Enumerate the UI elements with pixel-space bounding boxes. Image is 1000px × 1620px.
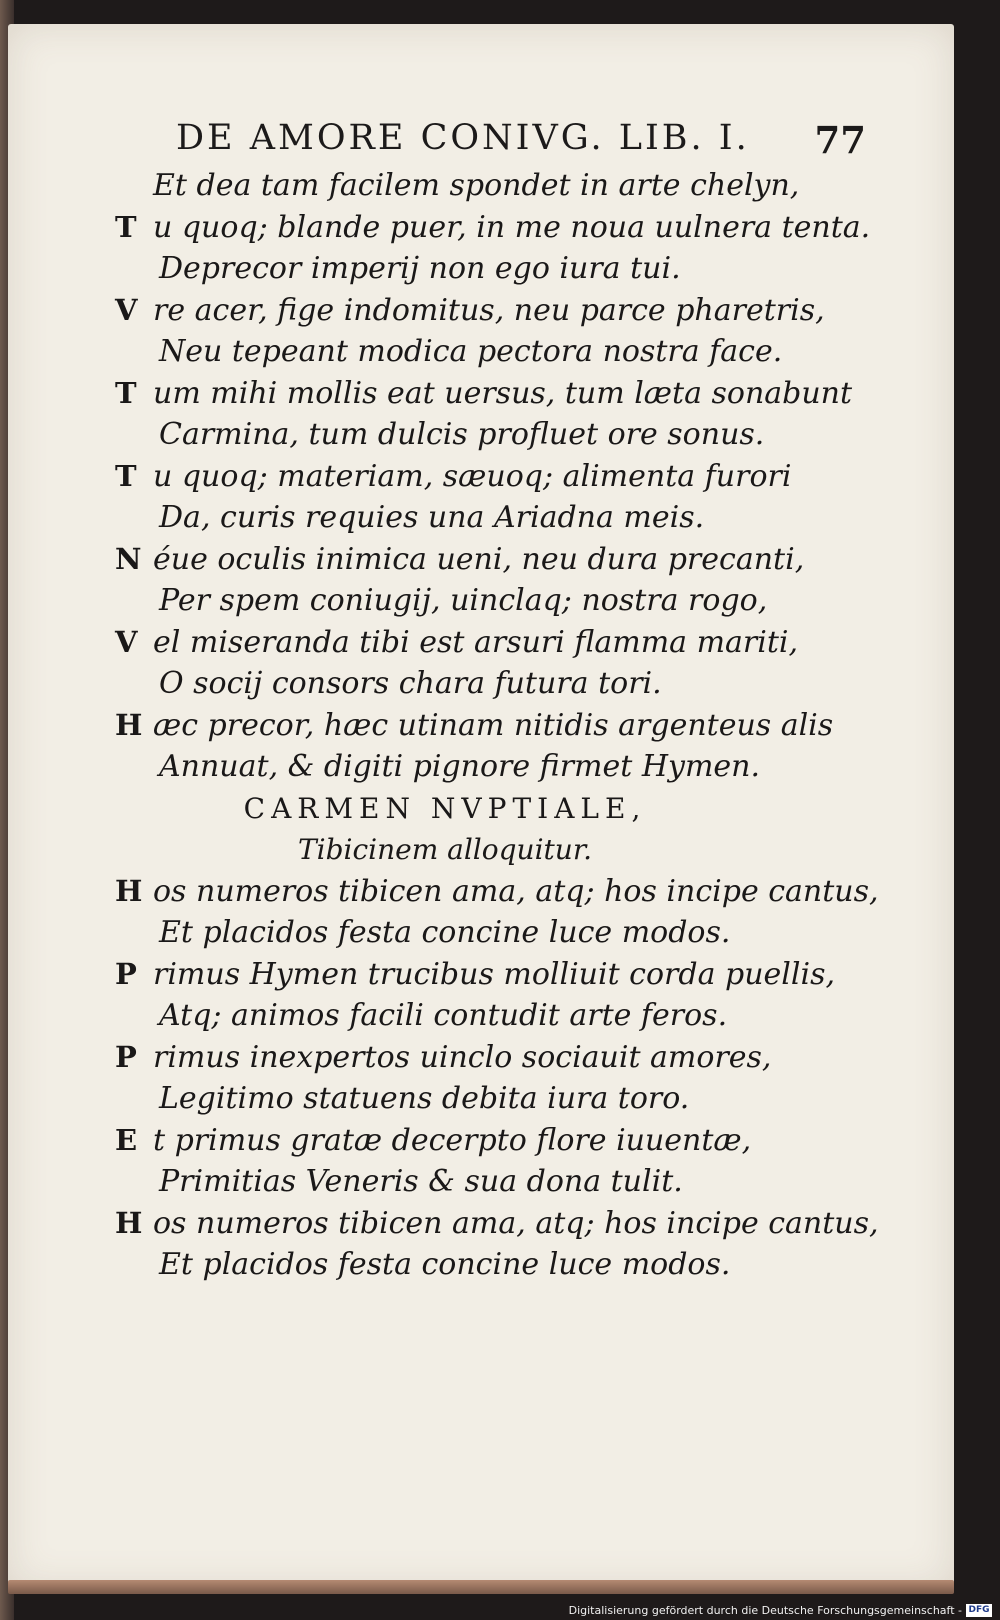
- verse-line: [115, 331, 815, 373]
- verse-line: [115, 1078, 815, 1120]
- page-edge: [8, 1580, 954, 1594]
- verse-text: Et dea tam facilem spondet in arte chelyn,: [153, 168, 800, 203]
- verse-line: [115, 539, 815, 581]
- verse-text: u quoq; materiam, sæuoq; alimenta furori: [153, 458, 792, 494]
- verse-text: éue oculis inimica ueni, neu dura precanti,: [153, 541, 805, 577]
- verse-text: O socij consors chara futura tori.: [159, 666, 662, 701]
- verse-text: Neu tepeant modica pectora nostra face.: [159, 334, 783, 369]
- verse-text: Legitimo statuens debita iura toro.: [159, 1081, 690, 1116]
- verse-line: [115, 1120, 815, 1162]
- verse-initial: N: [115, 541, 142, 576]
- verse-line: [115, 290, 825, 332]
- poem-title: CARMEN NVPTIALE,: [243, 791, 647, 825]
- verse-line: [115, 871, 879, 913]
- verse-text: Annuat, & digiti pignore firmet Hymen.: [159, 749, 760, 784]
- verse-text: t primus gratæ decerpto flore iuuentæ,: [153, 1122, 752, 1158]
- verse-line: [115, 1244, 815, 1286]
- poem-part-1: [115, 165, 871, 788]
- verse-initial: P: [115, 956, 137, 991]
- page-number: 77: [814, 118, 866, 162]
- verse-text: re acer, fige indomitus, neu parce pharetris,: [153, 292, 825, 328]
- verse-text: Et placidos festa concine luce modos.: [159, 915, 731, 950]
- verse-line: [115, 622, 815, 664]
- verse-text: Atq; animos facili contudit arte feros.: [159, 998, 728, 1033]
- verse-line: [115, 373, 853, 415]
- verse-text: os numeros tibicen ama, atq; hos incipe cantus,: [153, 1205, 879, 1241]
- verse-text: rimus Hymen trucibus molliuit corda puellis,: [153, 956, 836, 992]
- verse-line: [115, 746, 815, 788]
- verse-text: Deprecor imperij non ego iura tui.: [159, 251, 681, 286]
- page-header: [176, 118, 866, 162]
- dfg-logo: DFG: [966, 1604, 992, 1617]
- poem-subtitle: Tibicinem alloquitur.: [297, 833, 593, 866]
- poem-part-2: [115, 871, 879, 1286]
- verse-line: [115, 248, 815, 290]
- verse-text: Primitias Veneris & sua dona tulit.: [159, 1164, 683, 1199]
- running-head: DE AMORE CONIVG. LIB. I.: [176, 118, 750, 158]
- verse-initial: P: [115, 1039, 137, 1074]
- verse-text: el miseranda tibi est arsuri flamma mariti,: [153, 624, 799, 660]
- verse-text: Carmina, tum dulcis profluet ore sonus.: [159, 417, 765, 452]
- verse-initial: H: [115, 707, 143, 742]
- verse-text: Et placidos festa concine luce modos.: [159, 1247, 731, 1282]
- verse-initial: T: [115, 209, 137, 244]
- digitization-credit: Digitalisierung gefördert durch die Deutsche Forschungsgemeinschaft -: [568, 1604, 962, 1617]
- verse-initial: H: [115, 1205, 143, 1240]
- verse-text: æc precor, hæc utinam nitidis argenteus alis: [153, 707, 834, 743]
- verse-line: [115, 1037, 815, 1079]
- poem-text: [115, 165, 879, 1286]
- verse-line: [115, 663, 815, 705]
- verse-line: [115, 456, 815, 498]
- verse-line: [115, 912, 815, 954]
- verse-text: os numeros tibicen ama, atq; hos incipe cantus,: [153, 873, 879, 909]
- verse-initial: H: [115, 873, 143, 908]
- verse-text: Da, curis requies una Ariadna meis.: [159, 500, 705, 535]
- verse-line: [115, 497, 815, 539]
- verse-line: [115, 705, 834, 747]
- verse-line: [115, 165, 815, 207]
- verse-line: [115, 1161, 815, 1203]
- verse-text: um mihi mollis eat uersus, tum læta sonabunt: [153, 375, 853, 411]
- verse-initial: V: [115, 624, 138, 659]
- verse-text: Per spem coniugij, uinclaq; nostra rogo,: [159, 583, 768, 618]
- verse-text: rimus inexpertos uinclo sociauit amores,: [153, 1039, 772, 1075]
- verse-line: [115, 954, 836, 996]
- verse-initial: E: [115, 1122, 138, 1157]
- verse-initial: V: [115, 292, 138, 327]
- verse-line: [115, 995, 815, 1037]
- verse-initial: T: [115, 375, 137, 410]
- verse-line: [115, 1203, 879, 1245]
- verse-line: [115, 580, 815, 622]
- verse-line: [115, 414, 815, 456]
- verse-text: u quoq; blande puer, in me noua uulnera tenta.: [153, 209, 871, 245]
- verse-line: [115, 207, 871, 249]
- verse-initial: T: [115, 458, 137, 493]
